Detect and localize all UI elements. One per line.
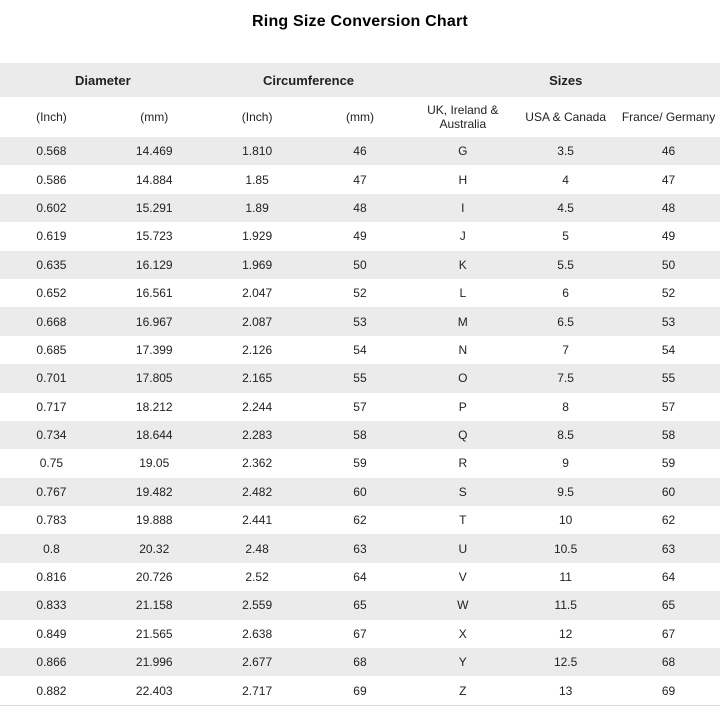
table-row bbox=[0, 364, 720, 392]
cell-size-france-germany: 57 bbox=[661, 399, 676, 414]
cell-diameter-mm: 16.967 bbox=[135, 314, 173, 329]
cell-size-uk-ireland-australia: W bbox=[457, 598, 469, 613]
cell-size-usa-canada: 10.5 bbox=[553, 541, 578, 556]
page-title: Ring Size Conversion Chart bbox=[252, 13, 468, 30]
group-header-sizes: Sizes bbox=[411, 63, 720, 97]
cell-size-france-germany: 46 bbox=[661, 144, 676, 159]
cell-circumference-inch: 1.85 bbox=[245, 172, 269, 187]
cell-size-uk-ireland-australia: N bbox=[458, 342, 468, 357]
cell-circumference-inch: 2.126 bbox=[242, 342, 273, 357]
cell-size-france-germany: 58 bbox=[661, 428, 676, 443]
cell-circumference-inch: 2.441 bbox=[242, 513, 273, 528]
ring-size-conversion-table bbox=[0, 63, 720, 706]
column-header-circumference-mm: (mm) bbox=[309, 97, 412, 137]
cell-circumference-inch: 1.810 bbox=[242, 144, 273, 159]
column-header-diameter-mm: (mm) bbox=[103, 97, 206, 137]
cell-circumference-mm: 49 bbox=[353, 229, 367, 244]
cell-circumference-mm: 46 bbox=[353, 144, 367, 159]
column-header-circumference-inch: (Inch) bbox=[206, 97, 309, 137]
column-header-row bbox=[0, 97, 720, 137]
cell-circumference-inch: 2.165 bbox=[242, 371, 273, 386]
cell-size-uk-ireland-australia: J bbox=[459, 229, 466, 244]
cell-circumference-mm: 54 bbox=[353, 342, 367, 357]
cell-circumference-mm: 63 bbox=[353, 541, 367, 556]
cell-size-usa-canada: 9 bbox=[562, 456, 569, 471]
cell-diameter-inch: 0.652 bbox=[36, 286, 67, 301]
cell-size-france-germany: 48 bbox=[661, 200, 676, 215]
group-header-circumference: Circumference bbox=[206, 63, 412, 97]
table-header bbox=[0, 63, 720, 137]
cell-diameter-mm: 19.888 bbox=[135, 513, 173, 528]
cell-size-uk-ireland-australia: M bbox=[457, 314, 468, 329]
cell-size-usa-canada: 5 bbox=[562, 229, 569, 244]
cell-circumference-inch: 1.929 bbox=[242, 229, 273, 244]
cell-diameter-mm: 14.884 bbox=[135, 172, 173, 187]
cell-diameter-mm: 19.05 bbox=[139, 456, 170, 471]
cell-size-uk-ireland-australia: L bbox=[459, 286, 467, 301]
cell-size-usa-canada: 7 bbox=[562, 342, 569, 357]
table-row bbox=[0, 194, 720, 222]
cell-diameter-inch: 0.75 bbox=[39, 456, 64, 471]
cell-diameter-mm: 21.158 bbox=[135, 598, 173, 613]
cell-diameter-mm: 18.644 bbox=[135, 428, 173, 443]
cell-size-uk-ireland-australia: G bbox=[458, 144, 468, 159]
cell-diameter-mm: 22.403 bbox=[135, 683, 173, 698]
cell-size-usa-canada: 5.5 bbox=[557, 257, 574, 272]
cell-size-uk-ireland-australia: Q bbox=[458, 428, 468, 443]
table-row bbox=[0, 307, 720, 335]
cell-size-usa-canada: 13 bbox=[558, 683, 573, 698]
cell-circumference-inch: 2.48 bbox=[245, 541, 269, 556]
table-row bbox=[0, 137, 720, 165]
cell-circumference-inch: 2.638 bbox=[242, 626, 273, 641]
cell-size-uk-ireland-australia: H bbox=[458, 172, 468, 187]
cell-circumference-mm: 58 bbox=[353, 428, 367, 443]
cell-size-france-germany: 68 bbox=[661, 655, 676, 670]
table-row bbox=[0, 165, 720, 193]
cell-circumference-inch: 2.52 bbox=[245, 570, 269, 585]
cell-diameter-inch: 0.783 bbox=[36, 513, 67, 528]
cell-diameter-mm: 15.291 bbox=[135, 200, 173, 215]
cell-diameter-mm: 14.469 bbox=[135, 144, 173, 159]
cell-diameter-inch: 0.816 bbox=[36, 570, 67, 585]
cell-size-usa-canada: 8.5 bbox=[557, 428, 574, 443]
column-header-size-uk-ireland-australia: UK, Ireland & Australia bbox=[411, 97, 514, 137]
cell-diameter-inch: 0.849 bbox=[36, 626, 67, 641]
cell-size-usa-canada: 6 bbox=[562, 286, 569, 301]
table-row bbox=[0, 620, 720, 648]
table-row bbox=[0, 222, 720, 250]
cell-diameter-mm: 21.996 bbox=[135, 655, 173, 670]
cell-diameter-mm: 19.482 bbox=[135, 484, 173, 499]
cell-size-usa-canada: 6.5 bbox=[557, 314, 574, 329]
cell-circumference-mm: 48 bbox=[353, 200, 367, 215]
cell-circumference-inch: 2.482 bbox=[242, 484, 273, 499]
cell-size-uk-ireland-australia: K bbox=[458, 257, 467, 272]
cell-size-uk-ireland-australia: T bbox=[459, 513, 467, 528]
cell-circumference-mm: 69 bbox=[353, 683, 367, 698]
cell-size-usa-canada: 4.5 bbox=[557, 200, 574, 215]
cell-circumference-mm: 64 bbox=[353, 570, 367, 585]
cell-size-france-germany: 62 bbox=[661, 513, 676, 528]
cell-size-uk-ireland-australia: S bbox=[458, 484, 467, 499]
cell-size-uk-ireland-australia: P bbox=[458, 399, 467, 414]
cell-size-france-germany: 60 bbox=[661, 484, 676, 499]
cell-size-france-germany: 59 bbox=[661, 456, 676, 471]
table-row bbox=[0, 591, 720, 619]
cell-diameter-mm: 17.399 bbox=[135, 342, 173, 357]
cell-size-france-germany: 67 bbox=[661, 626, 676, 641]
group-header-row bbox=[0, 63, 720, 97]
cell-diameter-inch: 0.635 bbox=[36, 257, 67, 272]
cell-size-usa-canada: 9.5 bbox=[557, 484, 574, 499]
cell-size-usa-canada: 4 bbox=[562, 172, 569, 187]
cell-diameter-inch: 0.833 bbox=[36, 598, 67, 613]
table-row bbox=[0, 478, 720, 506]
cell-circumference-mm: 57 bbox=[353, 399, 367, 414]
cell-circumference-inch: 2.047 bbox=[242, 286, 273, 301]
cell-circumference-mm: 67 bbox=[353, 626, 367, 641]
cell-size-france-germany: 65 bbox=[661, 598, 676, 613]
table-row bbox=[0, 648, 720, 676]
cell-size-uk-ireland-australia: X bbox=[458, 626, 467, 641]
cell-diameter-mm: 20.726 bbox=[135, 570, 173, 585]
cell-size-france-germany: 69 bbox=[661, 683, 676, 698]
cell-diameter-mm: 17.805 bbox=[135, 371, 173, 386]
cell-diameter-mm: 16.561 bbox=[135, 286, 173, 301]
cell-diameter-inch: 0.685 bbox=[36, 342, 67, 357]
cell-size-usa-canada: 11 bbox=[559, 570, 572, 585]
cell-circumference-inch: 2.087 bbox=[242, 314, 273, 329]
cell-size-uk-ireland-australia: V bbox=[458, 570, 467, 585]
cell-size-usa-canada: 12.5 bbox=[553, 655, 578, 670]
cell-circumference-mm: 68 bbox=[353, 655, 367, 670]
cell-size-france-germany: 55 bbox=[661, 371, 676, 386]
cell-circumference-inch: 2.559 bbox=[242, 598, 273, 613]
cell-circumference-inch: 2.244 bbox=[242, 399, 273, 414]
table-row bbox=[0, 563, 720, 591]
cell-size-uk-ireland-australia: I bbox=[461, 200, 465, 215]
cell-size-france-germany: 50 bbox=[661, 257, 676, 272]
cell-circumference-inch: 2.717 bbox=[242, 683, 273, 698]
cell-diameter-mm: 20.32 bbox=[139, 541, 170, 556]
column-header-size-france-germany: France/ Germany bbox=[617, 97, 720, 137]
table-row bbox=[0, 506, 720, 534]
cell-diameter-inch: 0.717 bbox=[36, 399, 67, 414]
cell-size-uk-ireland-australia: Y bbox=[458, 655, 467, 670]
cell-circumference-inch: 1.969 bbox=[242, 257, 273, 272]
cell-size-uk-ireland-australia: R bbox=[458, 456, 468, 471]
cell-circumference-mm: 47 bbox=[353, 172, 367, 187]
cell-size-usa-canada: 10 bbox=[558, 513, 573, 528]
cell-circumference-mm: 62 bbox=[353, 513, 367, 528]
cell-size-france-germany: 54 bbox=[661, 342, 676, 357]
cell-diameter-mm: 21.565 bbox=[135, 626, 173, 641]
cell-circumference-inch: 2.362 bbox=[242, 456, 273, 471]
cell-circumference-mm: 53 bbox=[353, 314, 367, 329]
table-row bbox=[0, 449, 720, 477]
cell-size-uk-ireland-australia: Z bbox=[459, 683, 467, 698]
cell-circumference-inch: 2.283 bbox=[242, 428, 273, 443]
cell-circumference-mm: 55 bbox=[353, 371, 367, 386]
cell-circumference-mm: 60 bbox=[353, 484, 367, 499]
table-row bbox=[0, 676, 720, 705]
cell-diameter-inch: 0.734 bbox=[36, 428, 67, 443]
cell-size-usa-canada: 11.5 bbox=[554, 598, 577, 613]
cell-circumference-inch: 2.677 bbox=[242, 655, 273, 670]
cell-diameter-inch: 0.767 bbox=[36, 484, 67, 499]
cell-size-uk-ireland-australia: O bbox=[458, 371, 468, 386]
table-row bbox=[0, 534, 720, 562]
cell-diameter-inch: 0.586 bbox=[36, 172, 67, 187]
table-row bbox=[0, 336, 720, 364]
table-row bbox=[0, 279, 720, 307]
cell-diameter-mm: 16.129 bbox=[135, 257, 173, 272]
cell-circumference-mm: 59 bbox=[353, 456, 367, 471]
cell-circumference-mm: 52 bbox=[353, 286, 367, 301]
cell-diameter-mm: 18.212 bbox=[135, 399, 173, 414]
cell-size-france-germany: 63 bbox=[661, 541, 676, 556]
cell-size-uk-ireland-australia: U bbox=[458, 541, 468, 556]
cell-diameter-inch: 0.701 bbox=[36, 371, 67, 386]
column-header-diameter-inch: (Inch) bbox=[0, 97, 103, 137]
cell-size-france-germany: 53 bbox=[661, 314, 676, 329]
cell-diameter-inch: 0.882 bbox=[36, 683, 67, 698]
column-header-size-usa-canada: USA & Canada bbox=[514, 97, 617, 137]
cell-diameter-inch: 0.602 bbox=[36, 200, 67, 215]
cell-circumference-mm: 50 bbox=[353, 257, 367, 272]
group-header-diameter: Diameter bbox=[0, 63, 206, 97]
cell-diameter-inch: 0.866 bbox=[36, 655, 67, 670]
table-row bbox=[0, 393, 720, 421]
cell-diameter-inch: 0.8 bbox=[43, 541, 60, 556]
table-row bbox=[0, 251, 720, 279]
cell-size-usa-canada: 7.5 bbox=[557, 371, 574, 386]
cell-size-usa-canada: 3.5 bbox=[557, 144, 574, 159]
table-row bbox=[0, 421, 720, 449]
cell-size-france-germany: 64 bbox=[661, 570, 676, 585]
cell-size-usa-canada: 8 bbox=[562, 399, 569, 414]
cell-diameter-inch: 0.568 bbox=[36, 144, 67, 159]
cell-circumference-inch: 1.89 bbox=[245, 200, 269, 215]
cell-size-france-germany: 47 bbox=[661, 172, 676, 187]
cell-circumference-mm: 65 bbox=[353, 598, 367, 613]
cell-diameter-inch: 0.668 bbox=[36, 314, 67, 329]
table-body bbox=[0, 137, 720, 705]
cell-diameter-mm: 15.723 bbox=[135, 229, 173, 244]
cell-size-usa-canada: 12 bbox=[558, 626, 573, 641]
cell-diameter-inch: 0.619 bbox=[36, 229, 67, 244]
cell-size-france-germany: 49 bbox=[661, 229, 676, 244]
cell-size-france-germany: 52 bbox=[661, 286, 676, 301]
